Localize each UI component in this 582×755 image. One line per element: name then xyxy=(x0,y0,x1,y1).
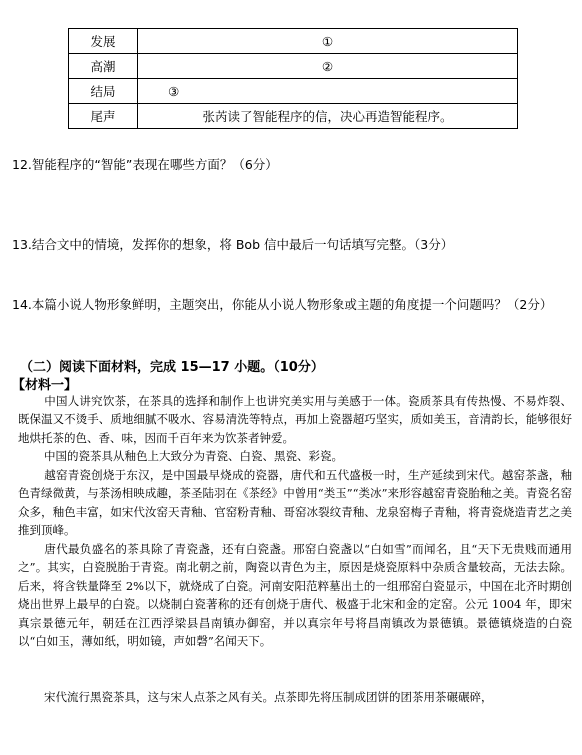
stage-cell: 发展 xyxy=(69,29,138,54)
paragraph-text: 中国人讲究饮茶，在茶具的选择和制作上也讲究美实用与美感于一体。瓷质茶具有传热慢、不易炸裂、既保温又不烫手、质地细腻不吸水、容易清洗等特点，再加上瓷器超巧坚实，质如美玉，音清韵长，能够很好地烘托茶的色、香、味，因而千百年来为饮茶者钟爱。 xyxy=(18,394,572,445)
passage-paragraph xyxy=(18,688,572,706)
content-cell: ③ xyxy=(138,79,518,104)
stage-cell: 结局 xyxy=(69,79,138,104)
question-12: 12.智能程序的“智能”表现在哪些方面？（6分） xyxy=(12,157,278,172)
plot-structure-table xyxy=(68,28,518,129)
material-label: 【材料一】 xyxy=(12,378,78,393)
table-row xyxy=(69,104,518,129)
question-13: 13.结合文中的情境，发挥你的想象，将 Bob 信中最后一句话填写完整。（3分） xyxy=(12,237,454,252)
stage-cell: 尾声 xyxy=(69,104,138,129)
paragraph-text: 唐代最负盛名的茶具除了青瓷盏，还有白瓷盏。邢窑白瓷盏以“白如雪”而闻名，且“天下无贵贱而通用之”。其实，白瓷脱胎于青瓷。南北朝之前，陶瓷以青色为主，原因是烧瓷原料中杂质含量较高，无法去除。后来，将含铁量降至 2%以下，就烧成了白瓷。河南安阳范粹墓出土的一组邢窑白瓷显示，中国在北齐时期创烧出世界上最早的白瓷。以烧制白瓷著称的还有创烧于唐代、极盛于北宋和金的定窑。公元 1004 年，即宋真宗景德元年，朝廷在江西浮梁县昌南镇办御窑，并以真宗年号将昌南镇改为景德镇。景德镇烧造的白瓷以“白如玉，薄如纸，明如镜，声如磬”名闻天下。 xyxy=(18,542,572,649)
content-cell: 张芮读了智能程序的信，决心再造智能程序。 xyxy=(138,104,518,129)
content-cell: ② xyxy=(138,54,518,79)
table-row xyxy=(69,79,518,104)
passage-paragraph xyxy=(18,392,572,447)
passage-paragraph xyxy=(18,466,572,540)
paragraph-text: 宋代流行黑瓷茶具，这与宋人点茶之风有关。点茶即先将压制成团饼的团茶用茶碾碾碎， xyxy=(44,690,493,704)
passage-paragraph xyxy=(18,447,572,465)
paragraph-text: 中国的瓷茶具从釉色上大致分为青瓷、白瓷、黑瓷、彩瓷。 xyxy=(44,449,343,463)
paragraph-text: 越窑青瓷创烧于东汉，是中国最早烧成的瓷器，唐代和五代盛极一时，生产延续到宋代。越窑茶盏，釉色青绿微黄，与茶汤相映成趣，茶圣陆羽在《茶经》中曾用“类玉”“类冰”来形容越窑青瓷胎釉之美。青瓷名窑众多，釉色丰富，如宋代汝窑天青釉、官窑粉青釉、哥窑冰裂纹青釉、龙泉窑梅子青釉，将青瓷烧造青艺之美推到顶峰。 xyxy=(18,468,572,538)
table-row xyxy=(69,29,518,54)
passage-paragraph xyxy=(18,540,572,650)
table-row xyxy=(69,54,518,79)
content-cell: ① xyxy=(138,29,518,54)
section-heading: （二）阅读下面材料，完成 15—17 小题。（10分） xyxy=(20,360,324,375)
question-14: 14.本篇小说人物形象鲜明，主题突出，你能从小说人物形象或主题的角度提一个问题吗？（2分） xyxy=(12,297,553,312)
stage-cell: 高潮 xyxy=(69,54,138,79)
